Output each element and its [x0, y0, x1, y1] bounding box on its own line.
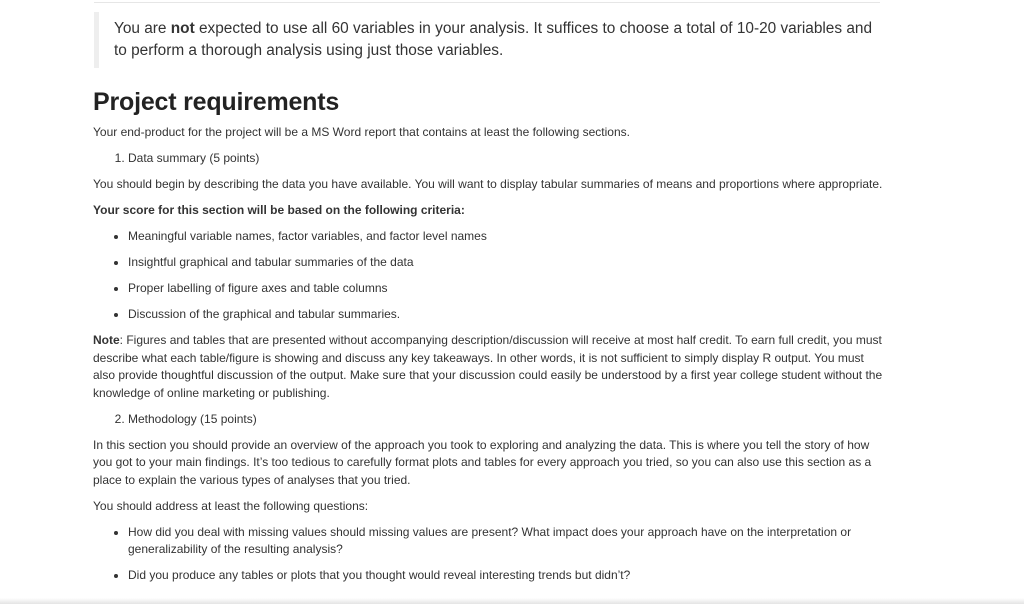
criteria-heading: Your score for this section will be based on the following criteria: — [93, 203, 465, 217]
criteria-item: • Discussion of the graphical and tabular summaries. — [128, 306, 883, 324]
section1-list — [93, 150, 883, 168]
quote-suffix: expected to use all 60 variables in your analysis. It suffices to choose a total of 10-20 variables and to perform a thorough analysis using just those variables. — [114, 20, 873, 59]
criteria-list — [93, 228, 883, 324]
main-content — [93, 86, 883, 593]
question-item: • Did you produce any tables or plots that you thought would reveal interesting trends but didn’t? — [128, 567, 883, 585]
bottom-edge-shadow — [0, 598, 1024, 604]
section2-title: 2. Methodology (15 points) — [128, 411, 883, 429]
note-paragraph — [93, 332, 883, 402]
section2-list — [93, 411, 883, 429]
section1-title: 1. Data summary (5 points) — [128, 150, 883, 168]
quote-prefix: You are — [114, 20, 171, 37]
section2-description: In this section you should provide an overview of the approach you took to exploring and analyzing the data. This is where you tell the story of how you got to your main findings. It’s too tedious to carefully format plots and tables for every approach you tried, so you can also use this section as a place to explain the various types of analyses that you tried. — [93, 437, 872, 487]
questions-heading: You should address at least the following questions: — [93, 498, 369, 513]
question-item: • How did you deal with missing values should missing values are present? What impact does your approach have on the interpretation or generalizability of the resulting analysis? — [128, 524, 883, 559]
intro-paragraph: Your end-product for the project will be a MS Word report that contains at least the following sections. — [93, 125, 630, 139]
section-heading: Project requirements — [93, 88, 340, 116]
note-label: Note — [93, 333, 120, 347]
criteria-item: • Meaningful variable names, factor variables, and factor level names — [128, 228, 883, 246]
section1-description: You should begin by describing the data you have available. You will want to display tabular summaries of means and proportions where appropriate. — [93, 177, 883, 191]
note-blockquote — [94, 12, 874, 68]
note-text: : Figures and tables that are presented without accompanying description/discussion will receive at most half credit. To earn full credit, you must describe what each table/figure is showing and discuss any key takeaways. In other words, it is not sufficient to simply display R output. You must also provide thoughtful discussion of the output. Make sure that your discussion could easily be understood by a first year college student without the knowledge of online marketing or publishing. — [93, 333, 883, 400]
quote-emphasis: not — [170, 20, 195, 37]
criteria-item: • Proper labelling of figure axes and table columns — [128, 280, 883, 298]
criteria-item: • Insightful graphical and tabular summaries of the data — [128, 254, 883, 272]
top-divider — [94, 0, 880, 3]
questions-list — [93, 524, 883, 585]
